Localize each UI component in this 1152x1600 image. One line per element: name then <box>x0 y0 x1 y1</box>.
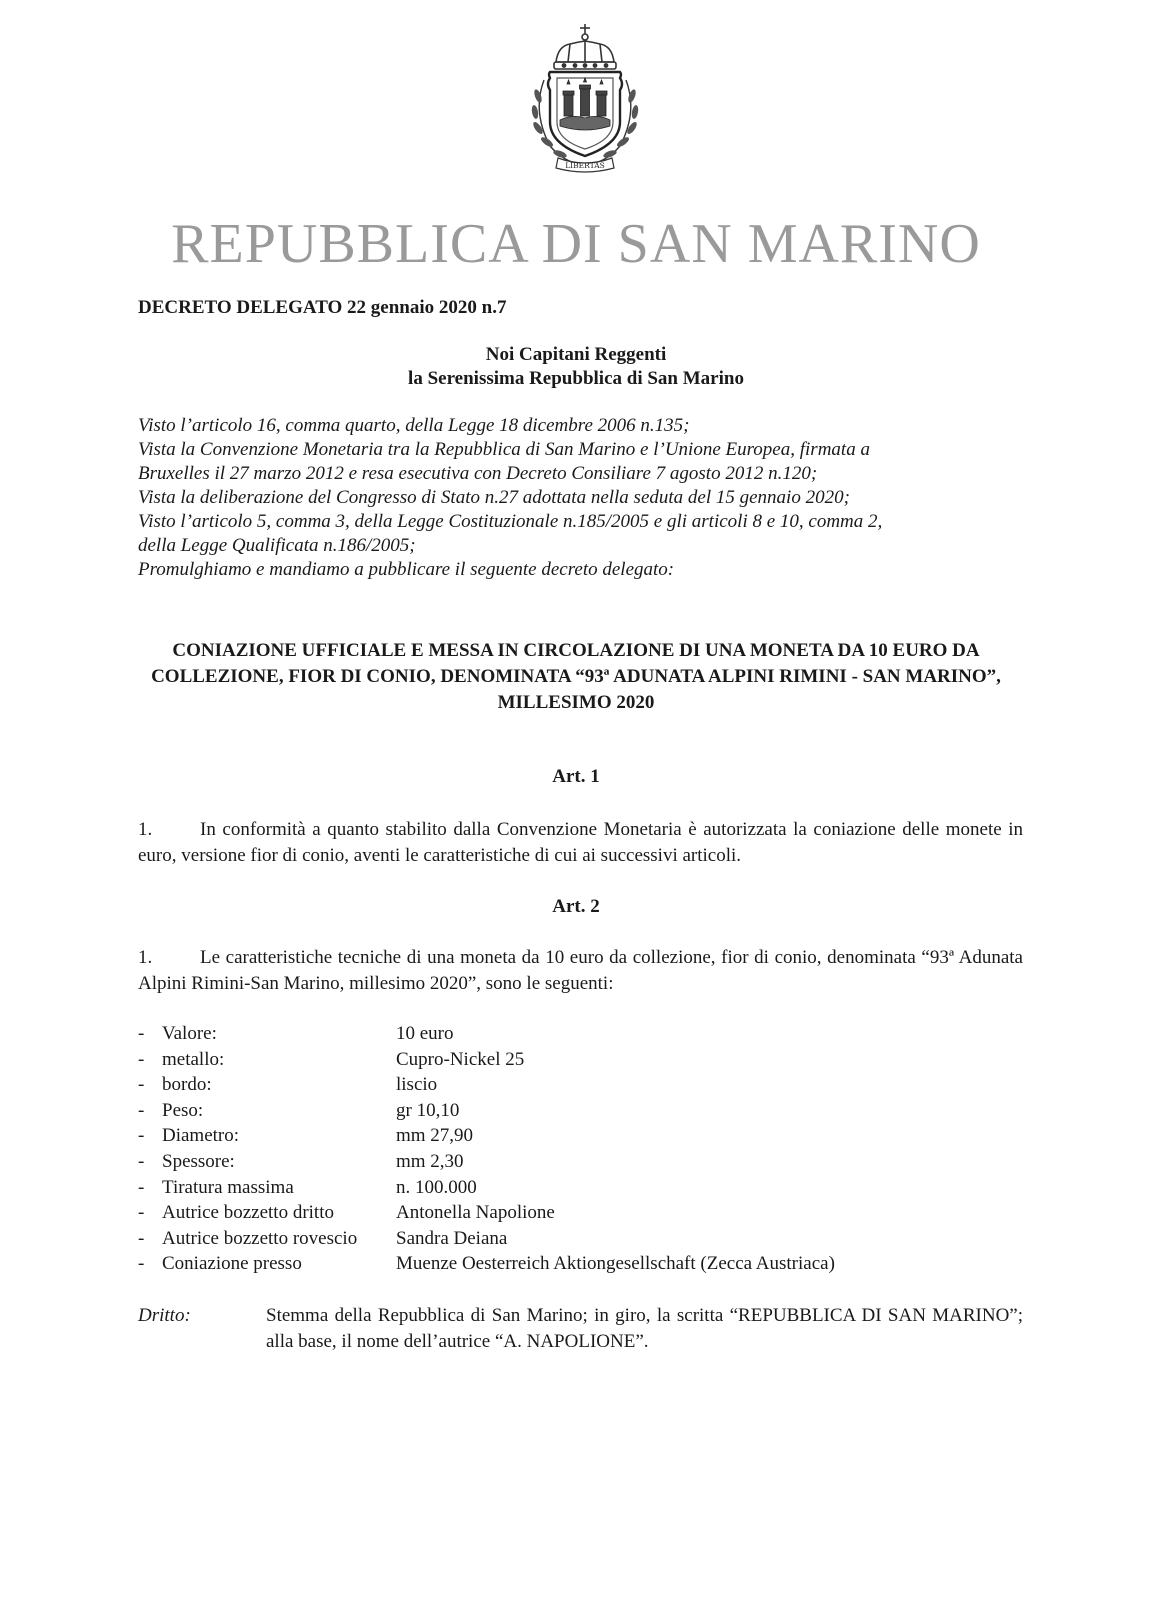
san-marino-coat-of-arms-icon <box>520 22 650 174</box>
article-1-title: Art. 1 <box>552 766 600 787</box>
preamble <box>138 414 1023 582</box>
spec-value: gr 10,10 <box>396 1099 460 1121</box>
spec-value: mm 27,90 <box>396 1125 474 1147</box>
spec-label: Diametro: <box>162 1125 240 1147</box>
bullet-dash: - <box>138 1227 145 1249</box>
spec-value: liscio <box>396 1074 438 1096</box>
paragraph-number: 1. <box>138 819 153 840</box>
spec-value: 10 euro <box>396 1023 454 1044</box>
spec-label: Valore: <box>162 1023 217 1044</box>
preamble-line: Vista la Convenzione Monetaria tra la Repubblica di San Marino e l’Unione Europea, firmata a <box>138 439 870 460</box>
emblem-motto: LIBERTAS <box>565 161 605 170</box>
spec-value: mm 2,30 <box>396 1150 464 1172</box>
spec-label: Spessore: <box>162 1150 235 1172</box>
dritto-label: Dritto: <box>138 1305 191 1326</box>
article-1-paragraph <box>138 817 1023 869</box>
paragraph-text: In conformità a quanto stabilito dalla Convenzione Monetaria è autorizzata la coniazione delle monete in euro, versione fior di conio, aventi le caratteristiche di cui ai successivi articoli. <box>138 819 1023 866</box>
spec-value: Sandra Deiana <box>396 1227 508 1249</box>
bullet-dash: - <box>138 1176 145 1198</box>
bullet-dash: - <box>138 1074 145 1096</box>
spec-label: metallo: <box>162 1048 225 1070</box>
paragraph-number: 1. <box>138 947 153 968</box>
bullet-dash: - <box>138 1150 145 1172</box>
regents-line: Noi Capitani Reggenti <box>485 344 667 365</box>
article-2-paragraph <box>138 945 1023 997</box>
regents-block <box>0 343 1152 391</box>
regents-line: la Serenissima Repubblica di San Marino <box>408 368 744 389</box>
bullet-dash: - <box>138 1125 145 1147</box>
spec-label: bordo: <box>162 1074 212 1096</box>
spec-label: Autrice bozzetto rovescio <box>162 1227 358 1249</box>
spec-value: Cupro-Nickel 25 <box>396 1048 525 1070</box>
bullet-dash: - <box>138 1023 145 1044</box>
article-2-title: Art. 2 <box>552 896 600 917</box>
bullet-dash: - <box>138 1048 145 1070</box>
preamble-line: Visto l’articolo 5, comma 3, della Legge Costituzionale n.185/2005 e gli articoli 8 e 10, comma 2, <box>138 511 883 532</box>
spec-label: Tiratura massima <box>162 1176 294 1198</box>
paragraph-text: Le caratteristiche tecniche di una moneta da 10 euro da collezione, fior di conio, denominata “93ª Adunata Alpini Rimini-San Marino, millesimo 2020”, sono le seguenti: <box>138 947 1023 994</box>
page-title: REPUBBLICA DI SAN MARINO <box>171 213 981 275</box>
preamble-line: Bruxelles il 27 marzo 2012 e resa esecutiva con Decreto Consiliare 7 agosto 2012 n.120; <box>138 463 818 484</box>
spec-label: Coniazione presso <box>162 1253 302 1275</box>
spec-value: Muenze Oesterreich Aktiongesellschaft (Zecca Austriaca) <box>396 1253 835 1275</box>
spec-value: n. 100.000 <box>396 1176 477 1198</box>
preamble-line: Promulghiamo e mandiamo a pubblicare il seguente decreto delegato: <box>138 559 675 580</box>
bullet-dash: - <box>138 1099 145 1121</box>
preamble-line: della Legge Qualificata n.186/2005; <box>138 535 416 556</box>
preamble-line: Visto l’articolo 16, comma quarto, della Legge 18 dicembre 2006 n.135; <box>138 415 690 436</box>
decree-reference: DECRETO DELEGATO 22 gennaio 2020 n.7 <box>138 297 507 318</box>
decree-heading: CONIAZIONE UFFICIALE E MESSA IN CIRCOLAZIONE DI UNA MONETA DA 10 EURO DA COLLEZIONE, FIOR DI CONIO, DENOMINATA “93ª ADUNATA ALPINI RIMINI - SAN MARINO”, MILLESIMO 2020 <box>151 640 1001 713</box>
spec-label: Peso: <box>162 1099 204 1121</box>
dritto-text: Stemma della Repubblica di San Marino; in giro, la scritta “REPUBBLICA DI SAN MARINO”; alla base, il nome dell’autrice “A. NAPOLIONE”. <box>266 1305 1023 1352</box>
preamble-line: Vista la deliberazione del Congresso di Stato n.27 adottata nella seduta del 15 gennaio 2020; <box>138 487 850 508</box>
spec-label: Autrice bozzetto dritto <box>162 1202 334 1224</box>
bullet-dash: - <box>138 1253 145 1275</box>
bullet-dash: - <box>138 1202 145 1224</box>
spec-value: Antonella Napolione <box>396 1202 555 1224</box>
